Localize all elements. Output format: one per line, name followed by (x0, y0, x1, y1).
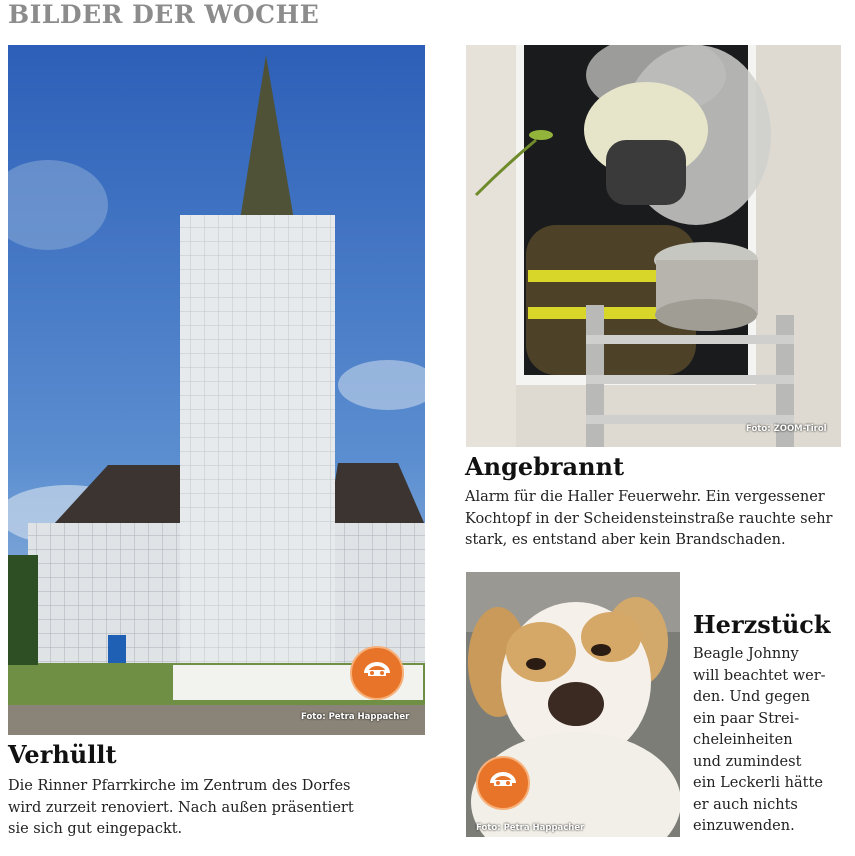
body-line: will beachtet wer- (693, 667, 826, 684)
body-line: Beagle Johnny (693, 646, 799, 662)
body-line: Die Rinner Pfarrkirche im Zentrum des Dorfes (8, 778, 351, 794)
headline-angebrannt: Angebrannt (465, 452, 625, 481)
body-line: wird zurzeit renoviert. Nach außen präsentiert (8, 799, 354, 816)
photo-credit: Foto: Petra Happacher (301, 712, 410, 722)
church-photo (8, 45, 425, 735)
body-line: er auch nichts (693, 796, 798, 813)
headline-herzstueck: Herzstück (693, 610, 831, 639)
body-line: Alarm für die Haller Feuerwehr. Ein vergessener (465, 489, 825, 505)
photo-credit: Foto: Petra Happacher (476, 823, 585, 833)
article-body (693, 644, 826, 838)
photo-credit: Foto: ZOOM-Tirol (746, 424, 827, 434)
publisher-logo-icon (476, 756, 530, 810)
body-line: Kochtopf in der Scheidensteinstraße rauchte sehr (465, 510, 833, 527)
publisher-logo-icon (350, 646, 404, 700)
body-line: sie sich gut eingepackt. (8, 821, 183, 837)
body-line: ein paar Strei- (693, 710, 800, 727)
body-line: einzuwenden. (693, 818, 795, 834)
body-line: und zumindest (693, 753, 802, 770)
headline-verhuellt: Verhüllt (8, 740, 117, 769)
firefighter-photo (466, 45, 841, 447)
article-body (8, 776, 354, 841)
body-line: cheleinheiten (693, 732, 793, 748)
body-line: den. Und gegen (693, 689, 810, 705)
section-title: BILDER DER WOCHE (8, 0, 320, 29)
body-line: ein Leckerli hätte (693, 775, 823, 791)
body-line: stark, es entstand aber kein Brandschaden. (465, 532, 786, 548)
article-body (465, 487, 832, 552)
